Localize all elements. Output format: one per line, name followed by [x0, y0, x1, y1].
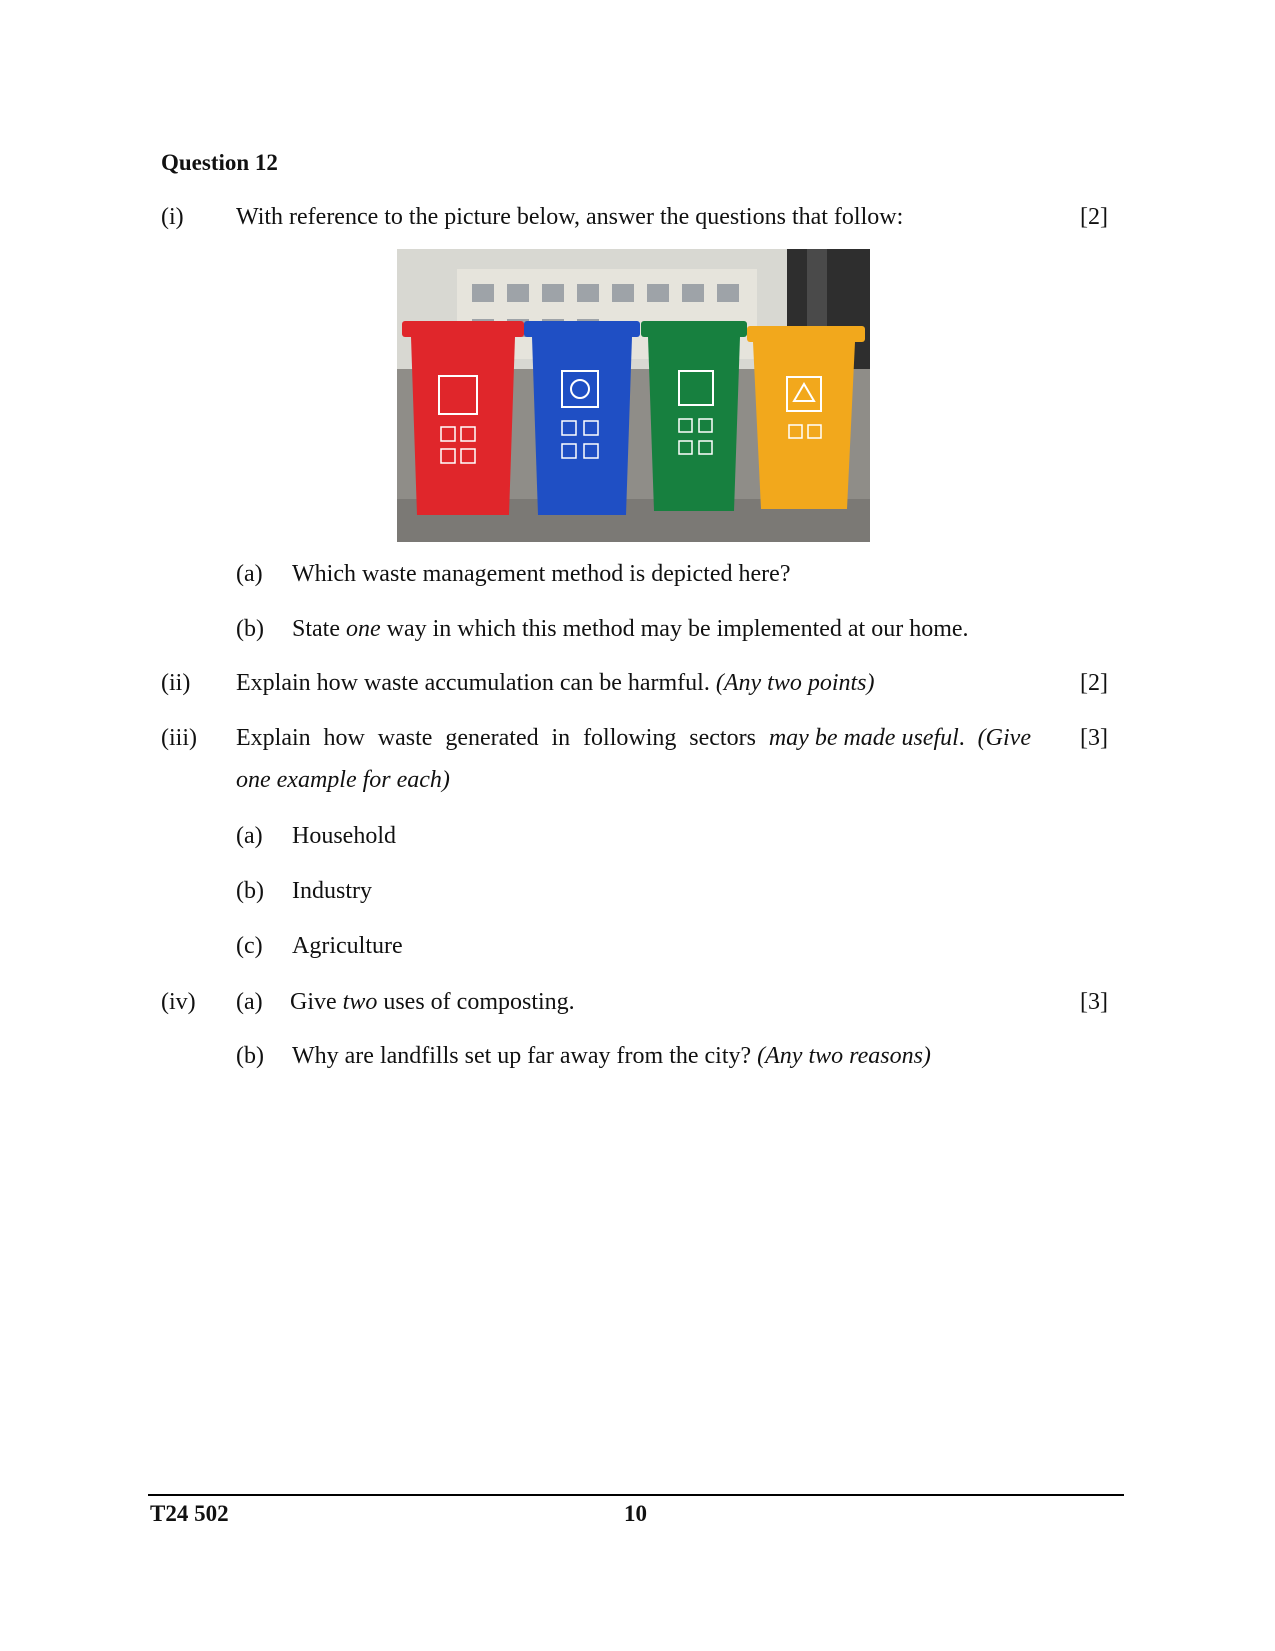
q3-text-line2: one example for each)	[236, 767, 450, 793]
q1-b-text: State one way in which this method may be implemented at our home.	[292, 616, 969, 642]
q4-b-label: (b)	[236, 1043, 264, 1069]
q1-text: With reference to the picture below, answer the questions that follow:	[236, 204, 904, 230]
q1-b-emphasis: one	[346, 616, 381, 642]
question-title: Question 12	[161, 150, 278, 175]
q3-emphasis: may be made useful	[768, 725, 959, 751]
paper-code: T24 502	[150, 1501, 229, 1526]
q1-a-label: (a)	[236, 561, 263, 587]
q2-text: Explain how waste accumulation can be harmful. (Any two points)	[236, 670, 875, 696]
waste-bins-photo	[397, 249, 870, 542]
q1-a-text: Which waste management method is depicted here?	[292, 561, 791, 587]
footer-rule	[148, 1494, 1124, 1496]
q2-emphasis: (Any two points)	[715, 670, 875, 696]
q1-b-label: (b)	[236, 616, 264, 642]
q1-marks: [2]	[1080, 204, 1108, 230]
q3-number: (iii)	[161, 725, 197, 751]
q1-number: (i)	[161, 204, 184, 230]
q2-number: (ii)	[161, 670, 191, 696]
q3-c-label: (c)	[236, 933, 263, 959]
q3-c-text: Agriculture	[292, 933, 403, 959]
q4-number: (iv)	[161, 989, 196, 1015]
page-number: 10	[624, 1501, 647, 1526]
q3-text-line1: Explain how waste generated in following sectors may be made useful. (Give	[236, 725, 1031, 751]
q4-a-emphasis: two	[342, 989, 378, 1015]
q4-b-text: Why are landfills set up far away from the city? (Any two reasons)	[292, 1043, 931, 1069]
q3-b-text: Industry	[292, 878, 372, 904]
q4-marks: [3]	[1080, 989, 1108, 1015]
q3-a-label: (a)	[236, 823, 263, 849]
q4-b-emphasis: (Any two reasons)	[757, 1043, 931, 1069]
q3-marks: [3]	[1080, 725, 1108, 751]
q3-a-text: Household	[292, 823, 396, 849]
q4-a-text: Give two uses of composting.	[290, 989, 575, 1015]
q4-a-label: (a)	[236, 989, 263, 1015]
q2-marks: [2]	[1080, 670, 1108, 696]
q3-b-label: (b)	[236, 878, 264, 904]
